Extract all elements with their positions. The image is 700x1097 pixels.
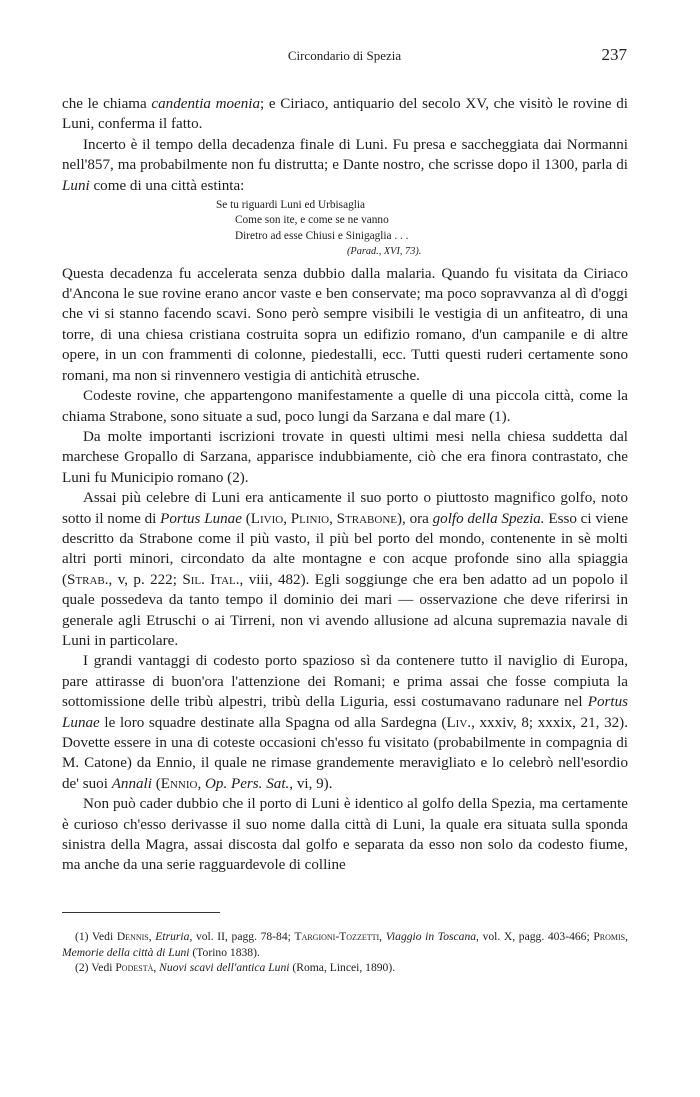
footnotes (62, 929, 628, 976)
text-run: , (329, 510, 337, 527)
text-run: , (197, 775, 206, 792)
verse-line-2: Come son ite, e come se ne vanno (235, 214, 389, 227)
text-run: , (153, 961, 160, 975)
text-run: Assai più celebre di Luni era anticamente il suo porto o piuttosto magnifico golfo, noto sotto il nome di (62, 490, 628, 527)
text-run: , xxxiv, 8; xxxix, 21, 32). Dovette essere in una di coteste occasioni ch'esso fu visitato (probabilmente in compagnia di M. Catone) da Ennio, il quale ne rimase grandemente meravigliato e lo celebrò nell'esordio de' suoi (62, 714, 628, 792)
italic-run: Portus Lunae (160, 510, 242, 527)
text-run: Questa decadenza fu accelerata senza dubbio dalla malaria. Quando fu visitata da Ciriaco d'Ancona le sue rovine erano ancor vaste e ben conservate; ma poco sopravvanza al dì d'oggi che vi si stanno facendo scavi. Sono però sempre visibili le vestigia di un anfiteatro, di una torre, di una chiesa cristiana costruita sopra un edifizio romano, d'un campanile e di altre opere, in un con frammenti di colonne, piedestalli, ecc. Tutti questi ruderi certamente sono romani, ma non si rinvennero vestigia di antichità etrusche. (62, 265, 628, 384)
italic-run: Luni (62, 177, 90, 194)
smallcaps-run: Strabone (336, 510, 397, 527)
paragraph-3 (62, 264, 628, 386)
text-run: , viii, 482). Egli soggiunge che era ben adatto ad un popolo il quale possedeva da tanto tempo il dominio dei mari — osservazione che deve riferirsi in generale agli Etruschi o ai Tirreni, non vi avendo allusione ad alcuna supremazia navale di Luni in particolare. (62, 571, 629, 649)
text-run: , (379, 930, 386, 943)
smallcaps-run: Liv. (446, 714, 472, 731)
italic-run: Viaggio in Toscana (385, 930, 477, 943)
footnote-2 (62, 960, 628, 976)
smallcaps-run: Strab. (67, 571, 109, 588)
body-text (62, 94, 628, 876)
text-run: ( (241, 510, 251, 527)
text-run: (Torino 1838). (189, 945, 260, 959)
text-run: , (283, 510, 291, 527)
smallcaps-run: Sil. Ital. (182, 571, 240, 588)
running-title: Circondario di Spezia (287, 48, 402, 63)
italic-run: golfo della Spezia. (432, 510, 545, 527)
text-run: Non può cader dubbio che il porto di Luni è identico al golfo della Spezia, ma certamente è curioso ch'esso derivasse il suo nome dalla città di Luni, la quale era situata sulla sponda sinistra della Magra, assai discosta dal golfo e separata da esso non solo da codesto fiume, ma anche da una serie ragguardevole di colline (62, 796, 628, 874)
text-run: Codeste rovine, che appartengono manifestamente a quelle di una piccola città, come la chiama Strabone, sono situate a sud, poco lungi da Sarzana e dal mare (1). (62, 388, 628, 425)
verse-line-1: Se tu riguardi Luni ed Urbisaglia (216, 199, 366, 212)
italic-run: Annali (111, 775, 152, 792)
paragraph-7 (62, 651, 628, 794)
italic-run: Op. Pers. Sat. (205, 775, 290, 792)
page-number: 237 (601, 45, 627, 64)
italic-run: Nuovi scavi dell'antica Luni (159, 961, 290, 975)
footnote-rule (62, 912, 220, 913)
footnote-1 (62, 929, 628, 960)
text-run: , vol. X, pagg. 403-466; (476, 930, 594, 943)
smallcaps-run: Dennis (116, 930, 149, 943)
italic-run: Portus Lunae (62, 694, 628, 731)
text-run: Esso ci viene descritto da Strabone come il più vasto, il più bel porto del mondo, contenente in sè molti altri porti minori, circondato da alte montagne e con acque profonde sino alla spiaggia ( (62, 510, 629, 588)
italic-run: candentia moenia (151, 96, 261, 112)
text-run: ), ora (396, 510, 433, 527)
text-run: , vol. II, pagg. 78-84; (189, 930, 295, 943)
text-run: (1) Vedi (75, 930, 117, 943)
smallcaps-run: Ennio (160, 775, 198, 792)
verse-citation: (Parad., XVI, 73). (347, 246, 422, 258)
text-run: Incerto è il tempo della decadenza finale di Luni. Fu presa e saccheggiata dai Normanni nell'857, ma probabilmente non fu distrutta; e Dante nostro, che scrisse dopo il 1300, parla di (62, 136, 628, 174)
running-header (62, 45, 627, 73)
verse-line-3: Diretro ad esse Chiusi e Sinigaglia . . . (235, 229, 409, 242)
text-run: ( (151, 775, 161, 792)
text-run: Da molte importanti iscrizioni trovate in questi ultimi mesi nella chiesa suddetta dal marchese Gropallo di Sarzana, apparisce indubbiamente, ciò che era finora contrastato, che Luni fu Municipio romano (2). (62, 428, 628, 486)
dante-quotation (216, 198, 628, 260)
smallcaps-run: Podestà (115, 961, 154, 975)
paragraph-8 (62, 794, 628, 876)
text-run: (Roma, Lincei, 1890). (289, 961, 396, 975)
text-run: , (625, 930, 629, 943)
paragraph-6 (62, 488, 628, 651)
text-run: , v, p. 222; (108, 571, 183, 588)
smallcaps-run: Livio (250, 510, 284, 527)
italic-run: Etruria (155, 930, 190, 943)
smallcaps-run: Promis (593, 930, 626, 943)
text-run: (2) Vedi (75, 961, 116, 975)
paragraph-1 (62, 94, 628, 135)
paragraph-2 (62, 135, 628, 196)
paragraph-4 (62, 386, 628, 427)
text-run: le loro squadre destinate alla Spagna od alla Sardegna ( (99, 714, 447, 731)
smallcaps-run: Plinio (290, 510, 330, 527)
italic-run: Memorie della città di Luni (62, 945, 190, 959)
text-run: I grandi vantaggi di codesto porto spazioso sì da contenere tutto il naviglio di Europa, pare attirasse di buon'ora l'attenzione dei Romani; e prima assai che fosse compiuta la sottomissione delle tribù alpestri, tribù della Liguria, essi costumavano radunare nel (62, 653, 628, 711)
text-run: , vi, 9). (289, 775, 333, 792)
text-run: , (148, 930, 156, 943)
text-run: che le chiama (62, 96, 152, 112)
text-run: ; e Ciriaco, antiquario del secolo XV, che visitò le rovine di Luni, conferma il fatto. (62, 96, 628, 133)
smallcaps-run: Targioni-Tozzetti (294, 930, 380, 943)
paragraph-5 (62, 427, 628, 488)
text-run: come di una città estinta: (89, 177, 245, 194)
